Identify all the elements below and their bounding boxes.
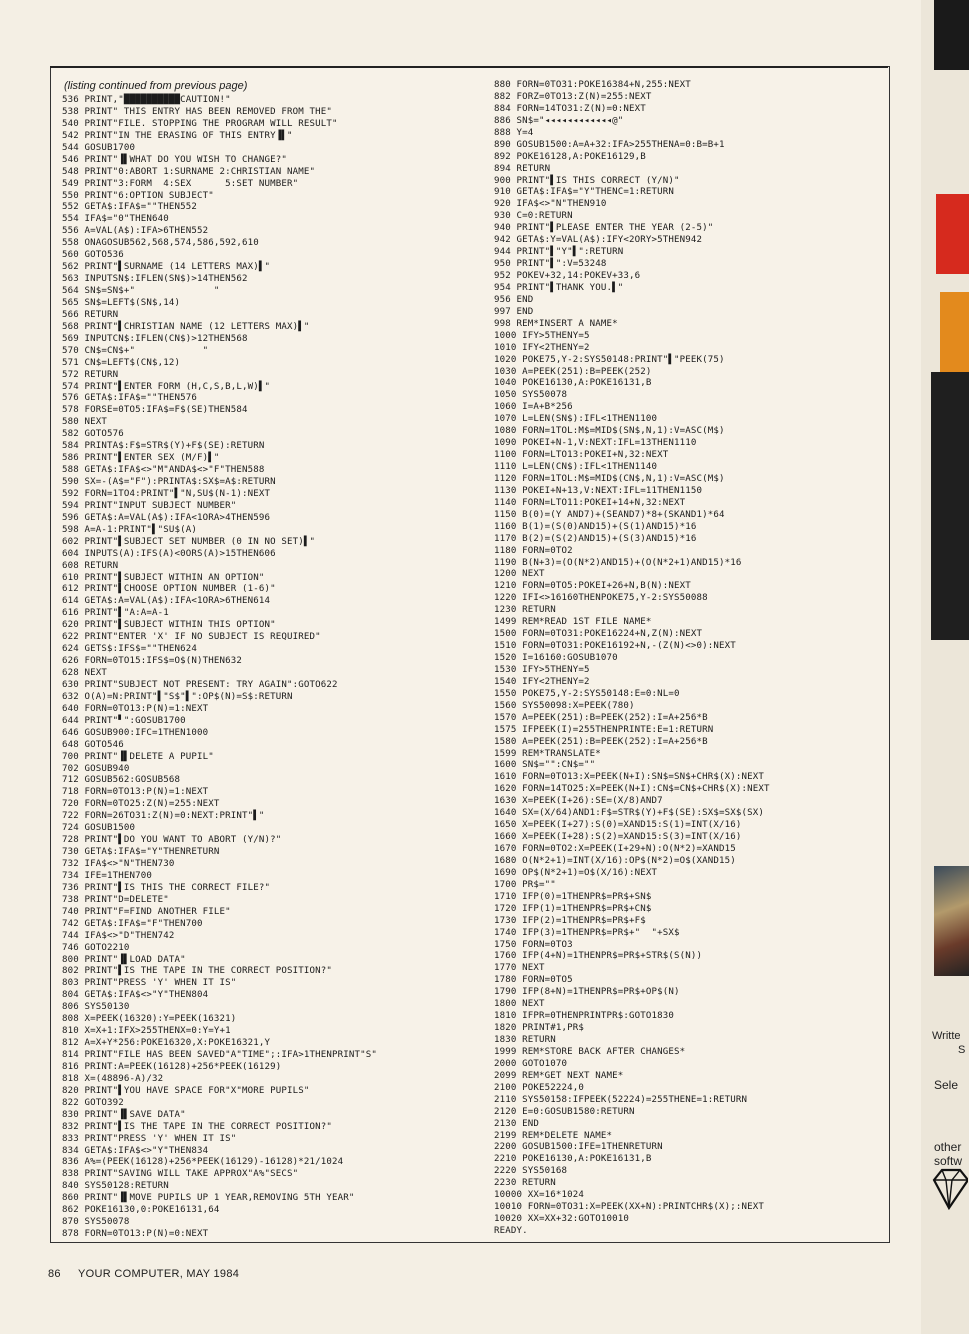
code-line: 1640 SX=(X/64)AND1:F$=STR$(Y)+F$(SE):SX$=SX$(SX) (494, 808, 764, 819)
code-line: 998 REM*INSERT A NAME* (494, 318, 618, 329)
code-line: 862 POKE16130,0:POKE16131,64 (62, 1205, 220, 1216)
code-line: 614 GETA$:A=VAL(A$):IFA<1ORA>6THEN614 (62, 596, 271, 607)
code-line: 1680 O(N*2+1)=INT(X/16):OP$(N*2)=O$(XAND15) (494, 855, 736, 866)
code-line: 1760 IFP(4+N)=1THENPR$=PR$+STR$(S(N)) (494, 951, 703, 962)
code-line: 1830 RETURN (494, 1035, 556, 1045)
code-line: 734 IFE=1THEN700 (62, 870, 152, 881)
code-line: 632 O(A)=N:PRINT"▌"S$"▌":OP$(N)=S$:RETURN (62, 691, 293, 702)
code-line: 556 A=VAL(A$):IFA>6THEN552 (62, 226, 209, 237)
code-line: 544 GOSUB1700 (62, 142, 136, 153)
code-line: 554 IFA$="0"THEN640 (62, 214, 169, 225)
code-line: 1820 PRINT#1,PR$ (494, 1023, 584, 1034)
code-line: 536 PRINT,"██████████CAUTION!" (62, 95, 231, 105)
code-line: 1120 FORN=1TOL:M$=MID$(CN$,N,1):V=ASC(M$) (494, 473, 725, 484)
code-line: 834 GETA$:IFA$<>"Y"THEN834 (62, 1145, 209, 1156)
code-line: 886 SN$="◂◂◂◂◂◂◂◂◂◂◂◂@" (494, 115, 624, 126)
code-line: 746 GOTO2210 (62, 942, 130, 953)
code-line: 1750 FORN=0TO3 (494, 939, 573, 950)
code-line: 10000 XX=16*1024 (494, 1190, 584, 1201)
code-line: 1520 I=16160:GOSUB1070 (494, 653, 618, 663)
code-line: 569 INPUTCN$:IFLEN(CN$)>12THEN568 (62, 333, 248, 344)
code-line: 930 C=0:RETURN (494, 211, 573, 222)
code-line: 942 GETA$:Y=VAL(A$):IFY<2ORY>5THEN942 (494, 235, 703, 246)
code-line: 820 PRINT"▌YOU HAVE SPACE FOR"X"MORE PUPILS" (62, 1085, 310, 1096)
code-line: 1610 FORN=0TO13:X=PEEK(N+I):SN$=SN$+CHR$(X):NEXT (494, 772, 764, 783)
code-line: 612 PRINT"▌CHOOSE OPTION NUMBER (1-6)" (62, 584, 276, 595)
code-line: 1010 IFY<2THENY=2 (494, 342, 590, 353)
code-line: 1670 FORN=0TO2:X=PEEK(I+29+N):O(N*2)=XAND15 (494, 844, 736, 854)
code-line: 1560 SYS50098:X=PEEK(780) (494, 700, 635, 711)
code-line: 878 FORN=0TO13:P(N)=0:NEXT (62, 1229, 209, 1240)
code-line: 900 PRINT"▌IS THIS CORRECT (Y/N)" (494, 175, 680, 186)
code-line: 588 GETA$:IFA$<>"M"ANDA$<>"F"THEN588 (62, 465, 265, 476)
code-line: 1100 FORN=LTO13:POKEI+N,32:NEXT (494, 450, 669, 461)
code-line: 546 PRINT"▐▌WHAT DO YOU WISH TO CHANGE?" (62, 154, 287, 165)
code-line: 594 PRINT"INPUT SUBJECT NUMBER" (62, 500, 237, 511)
code-line: 1770 NEXT (494, 963, 545, 974)
code-line: 940 PRINT"▌PLEASE ENTER THE YEAR (2-5)" (494, 223, 714, 234)
code-line: 1210 FORN=0TO5:POKEI+26+N,B(N):NEXT (494, 581, 691, 592)
code-line: 574 PRINT"▌ENTER FORM (H,C,S,B,L,W)▌" (62, 381, 271, 392)
code-line: 1130 POKEI+N+13,V:NEXT:IFL=11THEN1150 (494, 485, 703, 496)
publication-line: YOUR COMPUTER, MAY 1984 (78, 1268, 240, 1280)
code-line: 550 PRINT"6:OPTION SUBJECT" (62, 190, 214, 201)
code-line: 1080 FORN=1TOL:M$=MID$(SN$,N,1):V=ASC(M$) (494, 426, 725, 437)
code-line: 10020 XX=XX+32:GOTO10010 (494, 1214, 629, 1225)
code-line: 952 POKEV+32,14:POKEV+33,6 (494, 271, 641, 281)
code-line: 1720 IFP(1)=1THENPR$=PR$+CN$ (494, 903, 652, 914)
listing-column-right (494, 80, 884, 1238)
code-line: 1500 FORN=0TO31:POKE16224+N,Z(N):NEXT (494, 629, 703, 640)
code-line: 724 GOSUB1500 (62, 823, 136, 834)
code-line: 816 PRINT:A=PEEK(16128)+256*PEEK(16129) (62, 1061, 282, 1072)
adjacent-page-dark-block (931, 372, 969, 640)
code-line: 944 PRINT"▌"Y"▌":RETURN (494, 247, 624, 258)
code-line: 592 FORN=1TO4:PRINT"▌"N,SU$(N-1):NEXT (62, 488, 271, 499)
code-line: 620 PRINT"▌SUBJECT WITHIN THIS OPTION" (62, 620, 276, 631)
code-line: 722 FORN=26TO31:Z(N)=0:NEXT:PRINT"▌" (62, 811, 265, 822)
code-line: 2199 REM*DELETE NAME* (494, 1130, 613, 1141)
code-line: 540 PRINT"FILE. STOPPING THE PROGRAM WILL RESULT" (62, 118, 338, 129)
code-line: 610 PRINT"▌SUBJECT WITHIN AN OPTION" (62, 572, 265, 583)
code-line: 1050 SYS50078 (494, 390, 568, 401)
code-line: 818 X=(48896-A)/32 (62, 1073, 164, 1084)
code-line: 1650 X=PEEK(I+27):S(0)=XAND15:S(1)=INT(X/16) (494, 820, 742, 831)
code-line: 1160 B(1)=(S(0)AND15)+(S(1)AND15)*16 (494, 521, 697, 532)
code-line: 890 GOSUB1500:A=A+32:IFA>255THENA=0:B=B+1 (494, 139, 725, 150)
code-line: 562 PRINT"▌SURNAME (14 LETTERS MAX)▌" (62, 262, 271, 273)
code-line: 2000 GOTO1070 (494, 1058, 568, 1069)
code-line: 730 GETA$:IFA$="Y"THENRETURN (62, 847, 220, 858)
code-line: 1170 B(2)=(S(2)AND15)+(S(3)AND15)*16 (494, 533, 697, 544)
code-line: 570 CN$=CN$+" " (62, 345, 209, 356)
adjacent-page-photo (934, 866, 969, 976)
code-line: 732 IFA$<>"N"THEN730 (62, 859, 175, 869)
code-line: 1599 REM*TRANSLATE* (494, 748, 601, 759)
code-line: 700 PRINT"▐▌DELETE A PUPIL" (62, 751, 214, 762)
code-line: 548 PRINT"0:ABORT 1:SURNAME 2:CHRISTIAN NAME" (62, 166, 316, 177)
code-line: READY. (494, 1226, 528, 1236)
code-line: 538 PRINT" THIS ENTRY HAS BEEN REMOVED FROM THE" (62, 106, 332, 117)
code-line: 1790 IFP(8+N)=1THENPR$=PR$+OP$(N) (494, 987, 680, 998)
code-line: 1810 IFPR=0THENPRINTPR$:GOTO1830 (494, 1011, 674, 1022)
code-line: 800 PRINT"▐▌LOAD DATA" (62, 954, 186, 965)
code-line: 1140 FORN=LTO11:POKEI+14+N,32:NEXT (494, 497, 686, 508)
code-line: 616 PRINT"▌"A:A=A-1 (62, 608, 169, 619)
code-line: 832 PRINT"▌IS THE TAPE IN THE CORRECT POSITION?" (62, 1121, 332, 1132)
code-line: 1700 PR$="" (494, 879, 556, 890)
diamond-logo-icon (930, 1168, 968, 1210)
page-number: 86 (48, 1268, 61, 1280)
edge-text-others: other (934, 1140, 962, 1154)
code-line: 2100 POKE52224,0 (494, 1082, 584, 1093)
code-line: 804 GETA$:IFA$<>"Y"THEN804 (62, 990, 209, 1001)
code-line: 628 NEXT (62, 668, 107, 678)
edge-text-software: softw (934, 1154, 963, 1168)
continued-caption: (listing continued from previous page) (64, 80, 248, 92)
code-line: 640 FORN=0TO13:P(N)=1:NEXT (62, 703, 209, 714)
code-line: 2200 GOSUB1500:IFE=1THENRETURN (494, 1142, 663, 1153)
code-line: 1540 IFY<2THENY=2 (494, 676, 590, 687)
code-line: 1690 OP$(N*2+1)=O$(X/16):NEXT (494, 867, 658, 878)
edge-text-writer-2: S (958, 1044, 966, 1056)
code-line: 1000 IFY>5THENY=5 (494, 330, 590, 341)
code-line: 598 A=A-1:PRINT"▌"SU$(A) (62, 524, 197, 535)
code-line: 744 IFA$<>"D"THEN742 (62, 930, 175, 941)
code-line: 596 GETA$:A=VAL(A$):IFA<1ORA>4THEN596 (62, 512, 271, 523)
code-line: 1740 IFP(3)=1THENPR$=PR$+" "+SX$ (494, 927, 680, 938)
code-line: 624 GETS$:IFS$=""THEN624 (62, 644, 197, 655)
code-line: 1570 A=PEEK(251):B=PEEK(252):I=A+256*B (494, 712, 708, 723)
code-line: 622 PRINT"ENTER 'X' IF NO SUBJECT IS REQUIRED" (62, 632, 321, 643)
code-line: 2230 RETURN (494, 1178, 556, 1189)
code-line: 2210 POKE16130,A:POKE16131,B (494, 1154, 652, 1165)
code-line: 1110 L=LEN(CN$):IFL<1THEN1140 (494, 462, 658, 472)
code-line: 1090 POKEI+N-1,V:NEXT:IFL=13THEN1110 (494, 438, 697, 449)
code-line: 830 PRINT"▐▌SAVE DATA" (62, 1109, 186, 1120)
code-line: 1660 X=PEEK(I+28):S(2)=XAND15:S(3)=INT(X/16) (494, 832, 742, 843)
code-line: 806 SYS50130 (62, 1002, 130, 1013)
code-line: 646 GOSUB900:IFC=1THEN1000 (62, 727, 209, 738)
code-line: 1230 RETURN (494, 605, 556, 616)
code-line: 2220 SYS50168 (494, 1166, 568, 1177)
code-line: 836 A%=(PEEK(16128)+256*PEEK(16129)-16128)*21/1024 (62, 1157, 344, 1168)
code-line: 894 RETURN (494, 163, 551, 174)
code-line: 860 PRINT"▐▌MOVE PUPILS UP 1 YEAR,REMOVING 5TH YEAR" (62, 1193, 355, 1204)
code-line: 590 SX=-(A$="F"):PRINTA$:SX$=A$:RETURN (62, 477, 276, 487)
code-line: 572 RETURN (62, 369, 119, 380)
code-line: 888 Y=4 (494, 127, 534, 138)
code-line: 720 FORN=0TO25:Z(N)=255:NEXT (62, 799, 220, 810)
edge-text-select: Sele (934, 1078, 959, 1092)
code-line: 1999 REM*STORE BACK AFTER CHANGES* (494, 1046, 686, 1057)
code-line: 576 GETA$:IFA$=""THEN576 (62, 393, 197, 404)
code-line: 584 PRINTA$:F$=STR$(Y)+F$(SE):RETURN (62, 441, 265, 452)
code-line: 736 PRINT"▌IS THIS THE CORRECT FILE?" (62, 882, 271, 893)
code-line: 1020 POKE75,Y-2:SYS50148:PRINT"▌"PEEK(75) (494, 354, 725, 365)
code-line: 608 RETURN (62, 560, 119, 571)
code-line: 602 PRINT"▌SUBJECT SET NUMBER (0 IN NO SET)▌" (62, 536, 316, 547)
code-line: 578 FORSE=0TO5:IFA$=F$(SE)THEN584 (62, 405, 248, 416)
code-line: 910 GETA$:IFA$="Y"THENC=1:RETURN (494, 187, 674, 198)
code-line: 728 PRINT"▌DO YOU WANT TO ABORT (Y/N)?" (62, 835, 282, 846)
code-line: 840 SYS50128:RETURN (62, 1181, 169, 1192)
code-line: 880 FORN=0TO31:POKE16384+N,255:NEXT (494, 80, 691, 90)
code-line: 702 GOSUB940 (62, 763, 130, 774)
code-line: 997 END (494, 306, 534, 317)
code-line: 1180 FORN=0TO2 (494, 545, 573, 556)
code-line: 882 FORZ=0TO13:Z(N)=255:NEXT (494, 91, 652, 102)
code-line: 644 PRINT"▘":GOSUB1700 (62, 715, 186, 726)
code-line: 822 GOTO392 (62, 1097, 124, 1108)
edge-text-writer: Writte (932, 1030, 961, 1042)
code-line: 1060 I=A+B*256 (494, 402, 573, 413)
code-line: 810 X=X+1:IFX>255THENX=0:Y=Y+1 (62, 1026, 231, 1037)
code-line: 812 A=X+Y*256:POKE16320,X:POKE16321,Y (62, 1038, 271, 1049)
code-line: 956 END (494, 294, 534, 305)
code-line: 566 RETURN (62, 309, 119, 320)
code-line: 582 GOTO576 (62, 429, 124, 440)
page-footer (48, 1268, 239, 1280)
code-line: 571 CN$=LEFT$(CN$,12) (62, 357, 181, 368)
code-line: 564 SN$=SN$+" " (62, 286, 220, 296)
code-line: 950 PRINT"▌":V=53248 (494, 259, 607, 270)
code-line: 884 FORN=14TO31:Z(N)=0:NEXT (494, 103, 646, 114)
code-line: 870 SYS50078 (62, 1217, 130, 1228)
code-line: 549 PRINT"3:FORM 4:SEX 5:SET NUMBER" (62, 178, 299, 189)
code-line: 742 GETA$:IFA$="F"THEN700 (62, 918, 203, 929)
code-line: 1620 FORN=14TO25:X=PEEK(N+I):CN$=CN$+CHR$(X):NEXT (494, 784, 770, 795)
code-line: 2120 E=0:GOSUB1580:RETURN (494, 1106, 635, 1117)
code-line: 568 PRINT"▌CHRISTIAN NAME (12 LETTERS MAX)▌" (62, 321, 310, 332)
code-line: 1575 IFPEEK(I)=255THENPRINTE:E=1:RETURN (494, 724, 714, 735)
code-line: 2110 SYS50158:IFPEEK(52224)=255THENE=1:RETURN (494, 1094, 748, 1105)
code-line: 1499 REM*READ 1ST FILE NAME* (494, 617, 652, 628)
code-line: 718 FORN=0TO13:P(N)=1:NEXT (62, 787, 209, 798)
code-line: 630 PRINT"SUBJECT NOT PRESENT: TRY AGAIN":GOTO622 (62, 679, 338, 690)
code-line: 802 PRINT"▌IS THE TAPE IN THE CORRECT POSITION?" (62, 966, 332, 977)
code-line: 814 PRINT"FILE HAS BEEN SAVED"A"TIME";:IFA>1THENPRINT"S" (62, 1050, 377, 1060)
code-line: 1070 L=LEN(SN$):IFL<1THEN1100 (494, 414, 658, 425)
code-line: 560 GOTO536 (62, 250, 124, 261)
code-line: 1710 IFP(0)=1THENPR$=PR$+SN$ (494, 891, 652, 902)
code-line: 838 PRINT"SAVING WILL TAKE APPROX"A%"SECS" (62, 1169, 299, 1180)
code-line: 2130 END (494, 1118, 539, 1129)
code-line: 1600 SN$="":CN$="" (494, 760, 596, 771)
listing-column-left (62, 80, 480, 1241)
code-line: 1190 B(N+3)=(O(N*2)AND15)+(O(N*2+1)AND15)*16 (494, 557, 742, 568)
code-line: 954 PRINT"▌THANK YOU.▌" (494, 282, 624, 293)
code-line: 1550 POKE75,Y-2:SYS50148:E=0:NL=0 (494, 688, 680, 699)
code-line: 542 PRINT"IN THE ERASING OF THIS ENTRY▐▌" (62, 130, 293, 141)
code-line: 1040 POKE16130,A:POKE16131,B (494, 378, 652, 389)
code-line: 1800 NEXT (494, 999, 545, 1010)
code-line: 833 PRINT"PRESS 'Y' WHEN IT IS" (62, 1133, 237, 1144)
code-line: 1780 FORN=0TO5 (494, 975, 573, 986)
code-line: 626 FORN=0TO15:IFS$=O$(N)THEN632 (62, 656, 242, 667)
listing-box-top-rule (50, 66, 888, 68)
code-line: 1730 IFP(2)=1THENPR$=PR$+F$ (494, 915, 646, 926)
code-line: 1030 A=PEEK(251):B=PEEK(252) (494, 366, 652, 377)
code-line: 920 IFA$<>"N"THEN910 (494, 199, 607, 210)
code-line: 563 INPUTSN$:IFLEN(SN$)>14THEN562 (62, 274, 248, 285)
code-line: 738 PRINT"D=DELETE" (62, 894, 169, 905)
code-line: 552 GETA$:IFA$=""THEN552 (62, 202, 197, 213)
code-line: 2099 REM*GET NEXT NAME* (494, 1070, 624, 1081)
code-line: 1580 A=PEEK(251):B=PEEK(252):I=A+256*B (494, 736, 708, 747)
code-line: 604 INPUTS(A):IFS(A)<0ORS(A)>15THEN606 (62, 548, 276, 559)
adjacent-page-orange-block (940, 292, 969, 372)
code-line: 586 PRINT"▌ENTER SEX (M/F)▌" (62, 453, 220, 464)
code-line: 1630 X=PEEK(I+26):SE=(X/8)AND7 (494, 796, 663, 807)
code-line: 1220 IFI<>16160THENPOKE75,Y-2:SYS50088 (494, 593, 708, 604)
code-line: 558 ONAGOSUB562,568,574,586,592,610 (62, 238, 259, 249)
code-line: 648 GOTO546 (62, 739, 124, 750)
code-line: 1150 B(0)=(Y AND7)+(SEAND7)*8+(SKAND1)*64 (494, 509, 725, 520)
code-line: 740 PRINT"F=FIND ANOTHER FILE" (62, 906, 231, 917)
code-line: 1510 FORN=0TO31:POKE16192+N,-(Z(N)<>0):NEXT (494, 641, 736, 652)
adjacent-page-red-block (936, 194, 969, 274)
code-line: 580 NEXT (62, 417, 107, 428)
adjacent-page-black-block (934, 0, 969, 70)
code-line: 1200 NEXT (494, 569, 545, 580)
code-line: 712 GOSUB562:GOSUB568 (62, 775, 181, 786)
code-line: 803 PRINT"PRESS 'Y' WHEN IT IS" (62, 978, 237, 989)
code-line: 1530 IFY>5THENY=5 (494, 664, 590, 675)
code-line: 565 SN$=LEFT$(SN$,14) (62, 297, 181, 308)
code-line: 892 POKE16128,A:POKE16129,B (494, 151, 646, 162)
code-line: 10010 FORN=0TO31:X=PEEK(XX+N):PRINTCHR$(X);:NEXT (494, 1202, 764, 1213)
code-line: 808 X=PEEK(16320):Y=PEEK(16321) (62, 1014, 237, 1025)
